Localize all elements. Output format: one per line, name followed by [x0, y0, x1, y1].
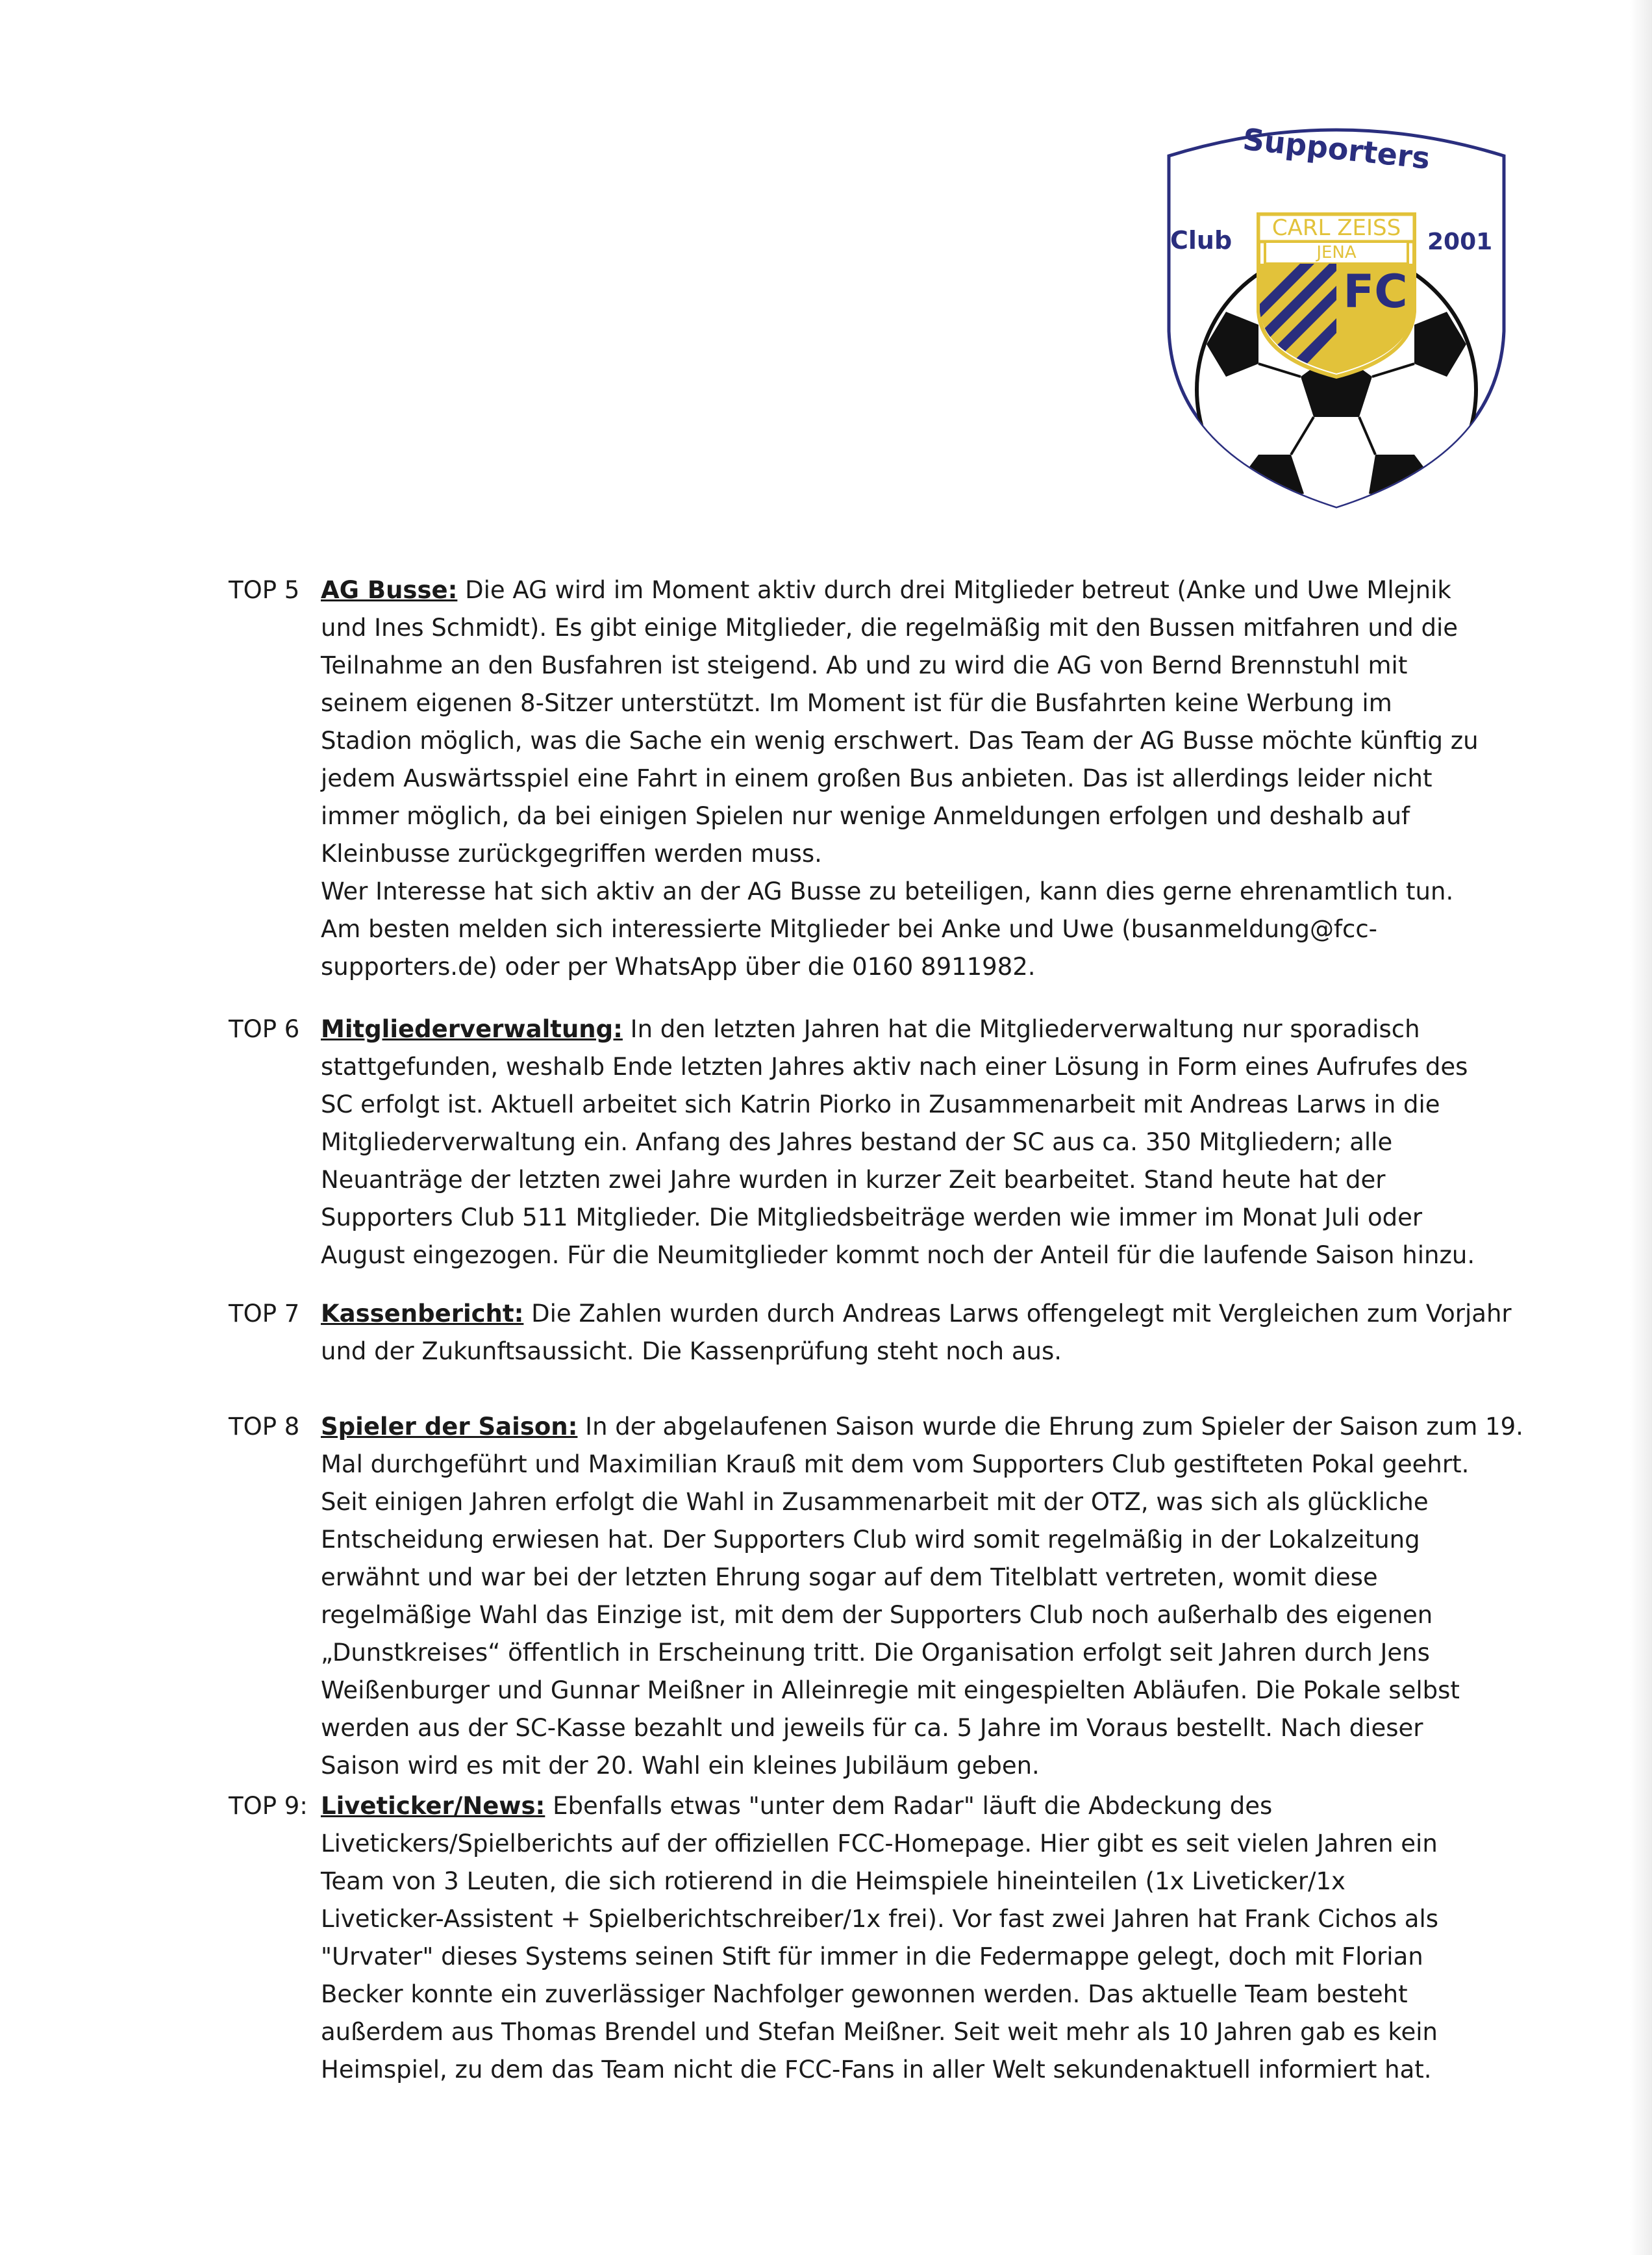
body-line: Stadion möglich, was die Sache ein wenig erschwert. Das Team der AG Busse möchte künftig zu	[321, 727, 1479, 755]
item-label: TOP 8	[229, 1413, 300, 1441]
body-line: SC erfolgt ist. Aktuell arbeitet sich Katrin Piorko in Zusammenarbeit mit Andreas Larws in die	[321, 1090, 1440, 1118]
body-line: Heimspiel, zu dem das Team nicht die FCC-Fans in aller Welt sekundenaktuell informiert hat.	[321, 2056, 1432, 2084]
body-line: immer möglich, da bei einigen Spielen nur wenige Anmeldungen erfolgen und deshalb auf	[321, 802, 1410, 830]
item-heading: Mitgliederverwaltung:	[321, 1015, 623, 1043]
body-line: Weißenburger und Gunnar Meißner in Alleinregie mit eingespielten Abläufen. Die Pokale selbst	[321, 1676, 1460, 1704]
logo-year: 2001	[1427, 229, 1493, 255]
body-line: Livetickers/Spielberichts auf der offiziellen FCC-Homepage. Hier gibt es seit vielen Jahren ein	[321, 1830, 1438, 1858]
body-line: August eingezogen. Für die Neumitglieder kommt noch der Anteil für die laufende Saison hinzu.	[321, 1241, 1475, 1269]
first-line-text: Die Zahlen wurden durch Andreas Larws offengelegt mit Vergleichen zum Vorjahr	[523, 1300, 1512, 1328]
body-line: Liveticker-Assistent + Spielberichtschreiber/1x frei). Vor fast zwei Jahren hat Frank Cichos als	[321, 1905, 1439, 1933]
body-line: Mitgliederverwaltung ein. Anfang des Jahres bestand der SC aus ca. 350 Mitgliedern; alle	[321, 1128, 1393, 1156]
item-body	[321, 1011, 1475, 1274]
body-line: Teilnahme an den Busfahren ist steigend. Ab und zu wird die AG von Bernd Brennstuhl mit	[321, 651, 1408, 679]
body-line: Seit einigen Jahren erfolgt die Wahl in Zusammenarbeit mit der OTZ, was sich als glückliche	[321, 1488, 1429, 1516]
logo-crest-letters: FC	[1343, 265, 1408, 318]
body-line: Team von 3 Leuten, die sich rotierend in die Heimspiele hineinteilen (1x Liveticker/1x	[321, 1867, 1345, 1895]
body-line: supporters.de) oder per WhatsApp über die 0160 8911982.	[321, 953, 1036, 981]
first-line	[321, 1408, 1523, 1446]
body-line: und der Zukunftsaussicht. Die Kassenprüfung steht noch aus.	[321, 1337, 1062, 1365]
body-line: Wer Interesse hat sich aktiv an der AG Busse zu beteiligen, kann dies gerne ehrenamtlich tun.	[321, 877, 1454, 905]
logo-banner-carl-zeiss: CARL ZEISS	[1271, 215, 1401, 241]
first-line-text: In den letzten Jahren hat die Mitgliederverwaltung nur sporadisch	[622, 1015, 1420, 1043]
body-line: Neuanträge der letzten zwei Jahre wurden in kurzer Zeit bearbeitet. Stand heute hat der	[321, 1166, 1386, 1194]
body-line: erwähnt und war bei der letzten Ehrung sogar auf dem Titelblatt vertreten, womit diese	[321, 1563, 1378, 1591]
logo-graphic	[1161, 117, 1512, 520]
body-line: außerdem aus Thomas Brendel und Stefan Meißner. Seit weit mehr als 10 Jahren gab es kein	[321, 2018, 1438, 2046]
body-line: seinem eigenen 8-Sitzer unterstützt. Im Moment ist für die Busfahrten keine Werbung im	[321, 689, 1392, 717]
body-line: „Dunstkreises“ öffentlich in Erscheinung tritt. Die Organisation erfolgt seit Jahren durch Jens	[321, 1639, 1430, 1667]
first-line-text: Ebenfalls etwas "unter dem Radar" läuft die Abdeckung des	[545, 1792, 1273, 1820]
supporters-club-logo	[1161, 117, 1512, 520]
agenda-item-top7	[229, 1295, 1512, 1370]
body-line: "Urvater" dieses Systems seinen Stift für immer in die Federmappe gelegt, doch mit Florian	[321, 1943, 1423, 1971]
item-body	[321, 1295, 1512, 1370]
item-label: TOP 7	[229, 1300, 300, 1328]
item-heading: AG Busse:	[321, 576, 458, 604]
body-line: Entscheidung erwiesen hat. Der Supporters Club wird somit regelmäßig in der Lokalzeitung	[321, 1526, 1420, 1554]
agenda-item-top9	[229, 1787, 1449, 2089]
item-label: TOP 9:	[229, 1792, 308, 1820]
logo-title-supporters: Supporters	[1241, 121, 1432, 176]
first-line-text: Die AG wird im Moment aktiv durch drei Mitglieder betreut (Anke und Uwe Mlejnik	[457, 576, 1451, 604]
body-line: Supporters Club 511 Mitglieder. Die Mitgliedsbeiträge werden wie immer im Monat Juli oder	[321, 1203, 1423, 1231]
body-line: und Ines Schmidt). Es gibt einige Mitglieder, die regelmäßig mit den Bussen mitfahren und die	[321, 614, 1458, 642]
item-body	[321, 572, 1479, 986]
item-heading: Kassenbericht:	[321, 1300, 524, 1328]
first-line	[321, 1295, 1512, 1333]
body-line: werden aus der SC-Kasse bezahlt und jeweils für ca. 5 Jahre im Voraus bestellt. Nach dieser	[321, 1714, 1423, 1742]
first-line	[321, 572, 1449, 609]
logo-banner-jena: JENA	[1316, 243, 1357, 262]
body-line: Saison wird es mit der 20. Wahl ein kleines Jubiläum geben.	[321, 1752, 1040, 1780]
body-line: Am besten melden sich interessierte Mitglieder bei Anke und Uwe (busanmeldung@fcc-	[321, 915, 1378, 943]
first-line	[321, 1011, 1449, 1048]
scan-edge-shadow	[1630, 0, 1652, 2255]
logo-word-club: Club	[1170, 226, 1233, 255]
first-line	[321, 1787, 1449, 1825]
item-body	[321, 1408, 1523, 1785]
agenda-item-top5	[229, 572, 1479, 986]
body-line: Mal durchgeführt und Maximilian Krauß mit dem vom Supporters Club gestifteten Pokal geehrt.	[321, 1450, 1470, 1478]
item-label: TOP 5	[229, 576, 300, 604]
body-line: regelmäßige Wahl das Einzige ist, mit dem der Supporters Club noch außerhalb des eigenen	[321, 1601, 1433, 1629]
body-line: stattgefunden, weshalb Ende letzten Jahres aktiv nach einer Lösung in Form eines Aufrufes des	[321, 1053, 1468, 1081]
item-label: TOP 6	[229, 1015, 300, 1043]
agenda-item-top6	[229, 1011, 1475, 1274]
body-line: jedem Auswärtsspiel eine Fahrt in einem großen Bus anbieten. Das ist allerdings leider nicht	[321, 764, 1433, 792]
item-heading: Liveticker/News:	[321, 1792, 545, 1820]
agenda-item-top8	[229, 1408, 1523, 1785]
item-body	[321, 1787, 1449, 2089]
item-heading: Spieler der Saison:	[321, 1413, 578, 1441]
body-line: Becker konnte ein zuverlässiger Nachfolger gewonnen werden. Das aktuelle Team besteht	[321, 1980, 1408, 2008]
first-line-text: In der abgelaufenen Saison wurde die Ehrung zum Spieler der Saison zum 19.	[577, 1413, 1523, 1441]
body-line: Kleinbusse zurückgegriffen werden muss.	[321, 840, 822, 868]
